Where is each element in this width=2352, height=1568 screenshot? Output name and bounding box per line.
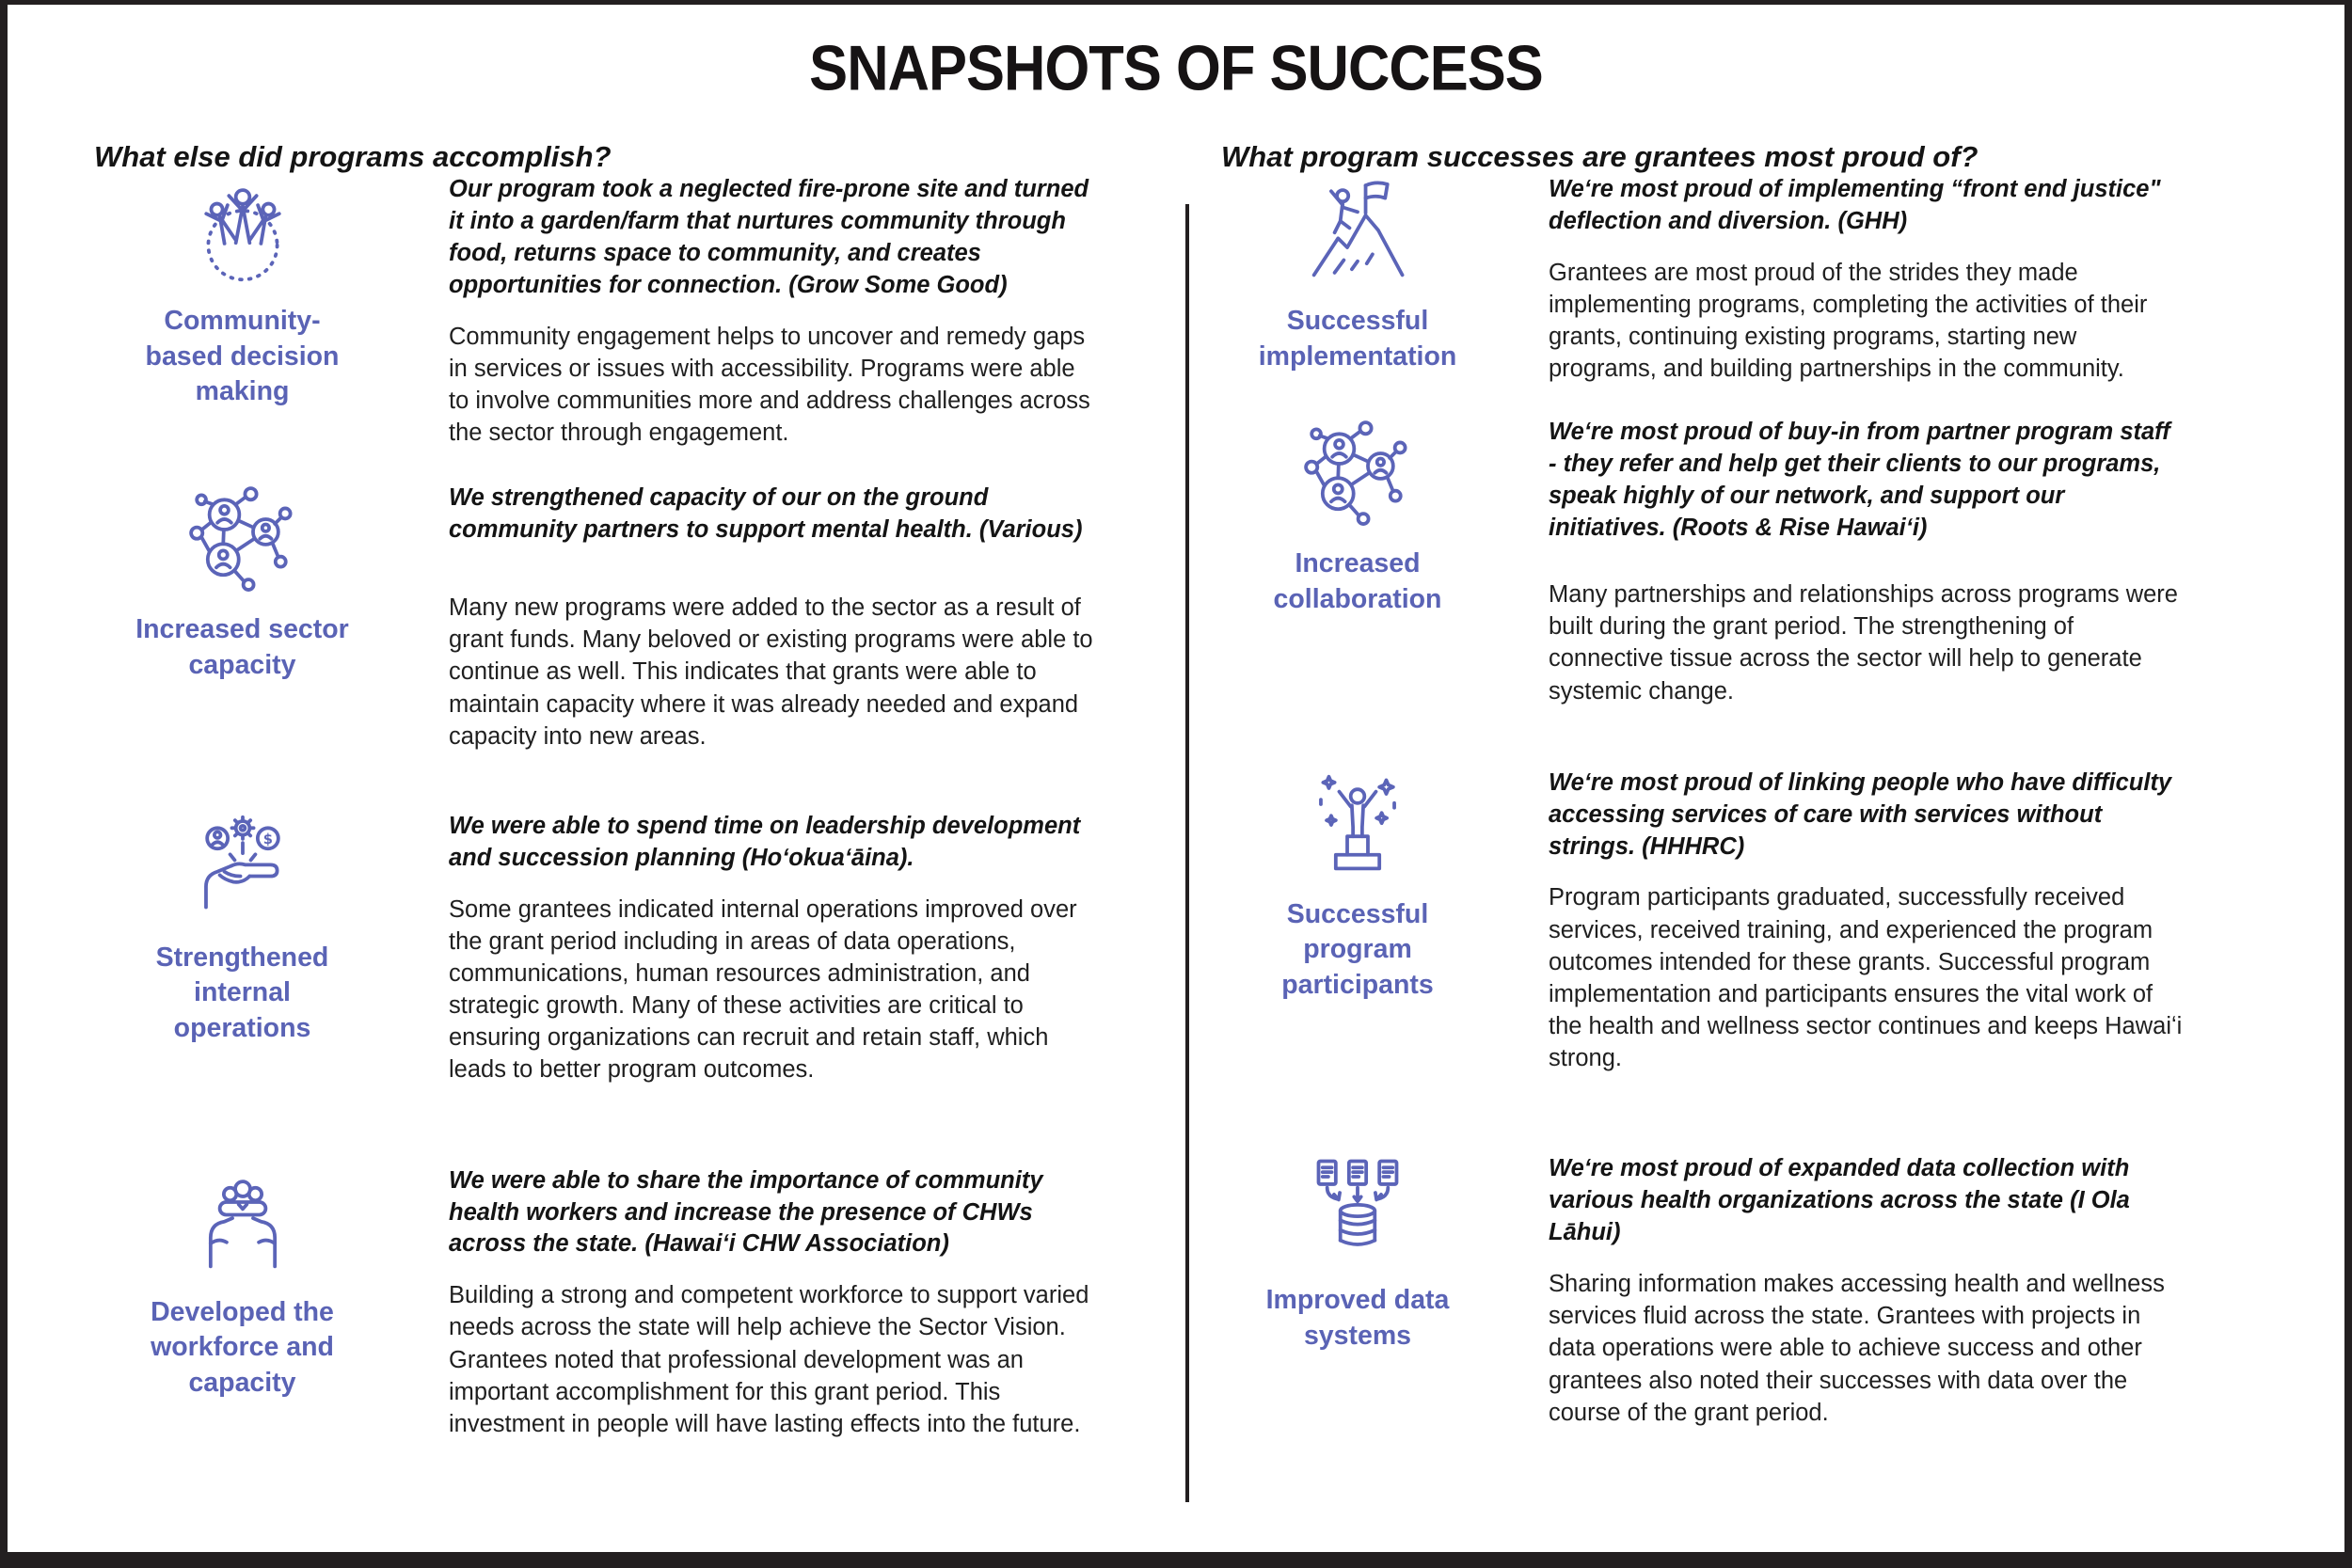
- section-label: Community-based decision making: [145, 306, 340, 407]
- section-body: Sharing information makes accessing health and wellness services fluid across the state. Grantees with projects in data operations were able to achieve success and other grantees also noted their successes with data over the course of the grant period.: [1549, 1271, 2165, 1426]
- column-divider: [1185, 204, 1189, 1502]
- text-block: [449, 811, 1098, 1086]
- section-successful-implementation: [1221, 174, 2344, 385]
- community-people-circle-icon: [185, 174, 300, 289]
- icon-block: [1221, 768, 1494, 1004]
- text-block: [1549, 174, 2184, 385]
- icon-block: [1221, 174, 1494, 374]
- hand-offering-resources-icon: [185, 811, 300, 926]
- section-body: Grantees are most proud of the strides they made implementing programs, completing the activities of their grants, continuing existing programs, starting new programs, and building partnerships in the community.: [1549, 259, 2148, 383]
- svg-text:$: $: [262, 831, 273, 847]
- celebrating-person-podium-icon: [1300, 768, 1415, 882]
- grantee-quote: We were able to spend time on leadership development and succession planning (Hoʻokuaʻāina).: [449, 812, 1081, 871]
- section-community-based-decision-making: [94, 174, 1118, 449]
- column-accomplishments: [8, 140, 1118, 1440]
- section-label: Successful program participants: [1281, 898, 1434, 1000]
- section-label: Increased collaboration: [1273, 548, 1442, 615]
- section-developed-workforce-capacity: [94, 1165, 1118, 1441]
- network-people-icon: [185, 483, 300, 597]
- column-proud-successes: [1118, 140, 2344, 1440]
- icon-block: [94, 811, 390, 1047]
- section-successful-program-participants: [1221, 768, 2344, 1075]
- icon-block: [94, 1165, 390, 1402]
- documents-to-database-icon: [1300, 1153, 1415, 1268]
- grantee-quote: We‘re most proud of expanded data collection with various health organizations across the state (I Ola Lāhui): [1549, 1155, 2130, 1246]
- section-label: Improved data systems: [1265, 1285, 1450, 1351]
- section-body: Community engagement helps to uncover and remedy gaps in services or issues with accessibility. Programs were able to involve communities more and address challenges across the sector through engagement.: [449, 323, 1090, 447]
- text-block: [449, 174, 1098, 449]
- text-block: [449, 483, 1098, 752]
- section-strengthened-internal-operations: [94, 811, 1118, 1086]
- column-right-header: What program successes are grantees most proud of?: [1221, 140, 1979, 173]
- page-title: SNAPSHOTS OF SUCCESS: [809, 31, 1543, 104]
- text-block: [1549, 417, 2184, 706]
- section-improved-data-systems: [1221, 1153, 2344, 1429]
- section-increased-sector-capacity: [94, 483, 1118, 752]
- section-body: Program participants graduated, successfully received services, received training, and experienced the program outcomes intended for these grants. Successful program implementation and participants ensures the vital work of the health and wellness sector continues and keeps Hawaiʻi strong.: [1549, 884, 2183, 1072]
- columns-container: [8, 140, 2344, 1440]
- section-label: Increased sector capacity: [135, 614, 349, 680]
- icon-block: [1221, 1153, 1494, 1354]
- column-left-header: What else did programs accomplish?: [94, 140, 612, 173]
- hands-holding-people-icon: [185, 1165, 300, 1280]
- section-increased-collaboration: [1221, 417, 2344, 706]
- text-block: [1549, 1153, 2184, 1429]
- section-body: Some grantees indicated internal operations improved over the grant period including in areas of data operations, communications, human resources administration, and strategic growth. Many of these activities are critical to ensuring organizations can recruit and retain staff, which leads to better program outcomes.: [449, 895, 1077, 1084]
- section-body: Many partnerships and relationships across programs were built during the grant period. The strengthening of connective tissue across the sector will help to generate systemic change.: [1549, 581, 2178, 705]
- grantee-quote: We were able to share the importance of community health workers and increase the presence of CHWs across the state. (Hawaiʻi CHW Association): [449, 1166, 1043, 1258]
- section-label: Successful implementation: [1258, 306, 1457, 372]
- section-label: Strengthened internal operations: [155, 942, 329, 1044]
- section-label: Developed the workforce and capacity: [151, 1296, 334, 1398]
- icon-block: [94, 174, 390, 410]
- section-body: Many new programs were added to the sector as a result of grant funds. Many beloved or existing programs were able to continue as well. This indicates that grants were able to maintain capacity where it was already needed and expand capacity into new areas.: [449, 594, 1093, 750]
- text-block: [449, 1165, 1098, 1441]
- text-block: [1549, 768, 2184, 1075]
- flag-on-mountain-icon: [1300, 174, 1415, 289]
- icon-block: [1221, 417, 1494, 617]
- icon-block: [94, 483, 390, 683]
- grantee-quote: We‘re most proud of buy-in from partner program staff - they refer and help get their clients to our programs, speak highly of our network, and support our initiatives. (Roots & Rise Hawaiʻi): [1549, 419, 2170, 542]
- grantee-quote: We strengthened capacity of our on the ground community partners to support mental health. (Various): [449, 484, 1083, 544]
- section-body: Building a strong and competent workforce to support varied needs across the state will help achieve the Sector Vision. Grantees noted that professional development was an important accomplishment for this grant period. This investment in people will have lasting effects into the future.: [449, 1282, 1089, 1437]
- network-people-icon: [1300, 417, 1415, 531]
- grantee-quote: Our program took a neglected fire-prone site and turned it into a garden/farm that nurtures community through food, returns space to community, and creates opportunities for connection. (Grow Some Good): [449, 176, 1089, 298]
- grantee-quote: We‘re most proud of linking people who have difficulty accessing services of care with services without strings. (HHHRC): [1549, 768, 2172, 860]
- grantee-quote: We‘re most proud of implementing “front end justice" deflection and diversion. (GHH): [1549, 176, 2161, 234]
